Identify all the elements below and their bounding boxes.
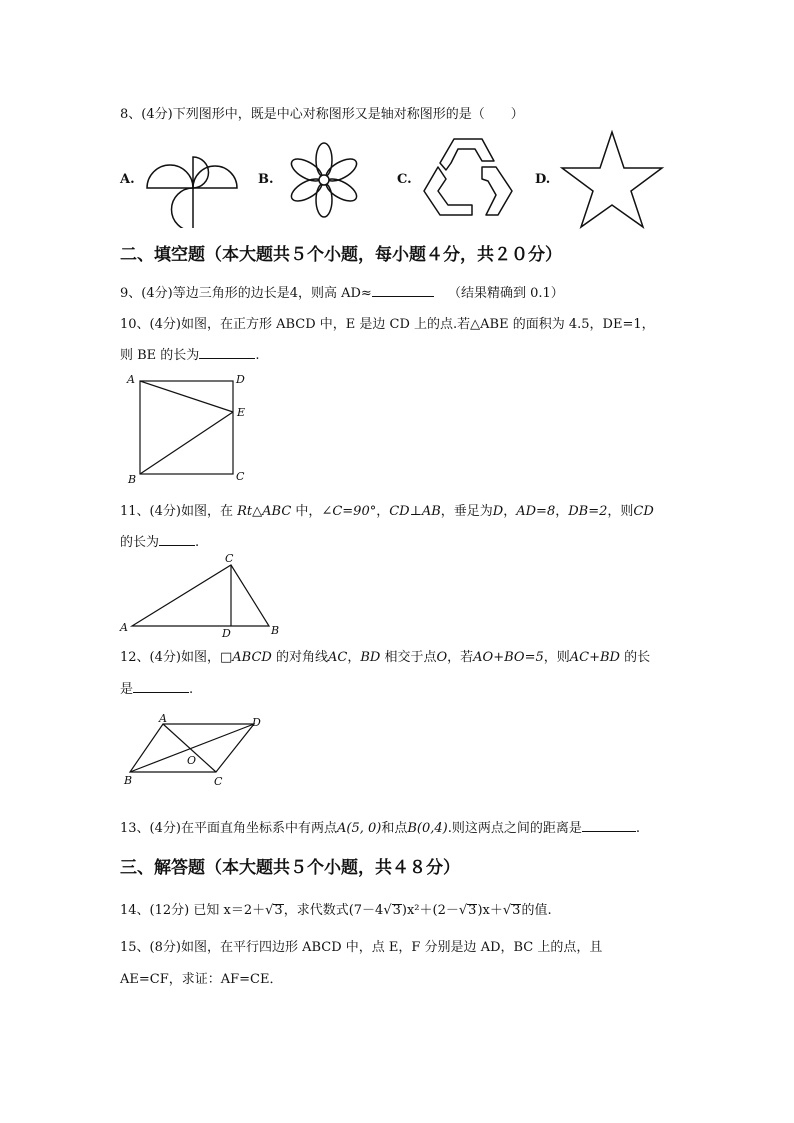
q11-text-8: 的长为 <box>120 535 160 550</box>
section-3-heading: 三、解答题（本大题共５个小题，共４８分） <box>120 858 460 878</box>
q14-sqrt-3: 3 <box>468 903 477 918</box>
q14-number: 14、(12分) <box>120 903 190 918</box>
q12-label-c: C <box>214 775 223 788</box>
q12-text-3: ， <box>347 650 361 665</box>
q15-text-2: AE=CF，求证：AF=CE． <box>120 972 283 987</box>
q8-line <box>120 103 524 122</box>
q11-triangle: △ABC <box>252 504 292 519</box>
q12-text-6: ，则 <box>543 650 570 665</box>
q11-label-c: C <box>225 552 234 565</box>
q11-cd: CD <box>633 504 654 519</box>
q11-perpendicular: CD⊥AB <box>389 504 441 519</box>
q14-text-5: 的值. <box>521 903 552 918</box>
q13-point-a: A(5, 0) <box>336 821 382 836</box>
q12-answer-blank[interactable] <box>133 680 189 693</box>
q11-number: 11、(4分) <box>120 504 181 519</box>
q10-text-2: 则 BE 的长为 <box>120 348 200 363</box>
flower-figure-icon <box>282 138 366 222</box>
q9-line <box>120 282 564 301</box>
q14-text-4: )x＋ <box>477 903 503 918</box>
q11-ad: AD=8 <box>516 504 556 519</box>
q11-label-a: A <box>120 621 128 634</box>
q14-radical-2: √ <box>383 903 392 918</box>
q12-label-o: O <box>187 754 197 767</box>
q14-sqrt-2: 3 <box>392 903 401 918</box>
q12-text-2: 的对角线 <box>275 650 328 665</box>
q12-label-d: D <box>252 716 261 729</box>
q11-text-7: ，则 <box>607 504 634 519</box>
q11-period: . <box>195 535 200 550</box>
q10-label-c: C <box>236 470 245 483</box>
q9-note: （结果精确到 0.1） <box>447 286 564 301</box>
q12-text-7: 的长 <box>624 650 651 665</box>
q11-text-3: ， <box>376 504 390 519</box>
q11-text-4: ，垂足为 <box>440 504 493 519</box>
q10-label-d: D <box>236 373 245 386</box>
q11-db: DB=2 <box>568 504 608 519</box>
q10-label-a: A <box>127 373 135 386</box>
q12-label-a: A <box>159 712 167 725</box>
q14-text-3: )x²＋(2－ <box>401 903 459 918</box>
recycle-figure-icon <box>420 135 516 223</box>
q14-sqrt-1: 3 <box>274 903 283 918</box>
q13-period: . <box>635 821 640 836</box>
q13-answer-blank[interactable] <box>582 819 636 832</box>
q9-number: 9、(4分) <box>120 286 173 301</box>
q11-text-1: 如图，在 <box>180 504 233 519</box>
q11-triangle-figure <box>116 548 292 640</box>
q11-label-d: D <box>222 627 231 640</box>
q14-text-2: ，求代数式(7－4 <box>283 903 384 918</box>
q8-text: 下列图形中，既是中心对称图形又是轴对称图形的是（ ） <box>172 107 524 122</box>
q10-line-1 <box>120 313 655 332</box>
q12-bd: BD <box>360 650 381 665</box>
q11-text-5: ， <box>503 504 517 519</box>
q10-label-b: B <box>128 473 137 486</box>
q8-option-b-label: B. <box>258 172 274 187</box>
q10-period: . <box>255 348 260 363</box>
section-2-heading: 二、填空题（本大题共５个小题，每小题４分，共２０分） <box>120 245 562 265</box>
q13-line <box>120 817 640 836</box>
q10-text: 如图，在正方形 ABCD 中，E 是边 CD 上的点.若△ABE 的面积为 4.5，DE=1， <box>180 317 655 332</box>
q11-answer-blank[interactable] <box>159 533 195 546</box>
q12-text-8: 是 <box>120 682 134 697</box>
q15-line-2 <box>120 968 282 987</box>
q13-text-1: 在平面直角坐标系中有两点 <box>180 821 337 836</box>
q12-period: . <box>189 682 194 697</box>
q12-point-o: O <box>436 650 448 665</box>
q8-option-a-label: A. <box>120 172 135 187</box>
q12-label-b: B <box>124 774 133 787</box>
q12-text-5: ，若 <box>447 650 474 665</box>
q9-answer-blank[interactable] <box>372 284 434 297</box>
q14-sqrt-4: 3 <box>512 903 521 918</box>
q12-text-1: 如图，□ <box>180 650 233 665</box>
q12-line-1 <box>120 646 650 665</box>
q14-radical-3: √ <box>458 903 468 918</box>
q12-text-4: 相交于点 <box>384 650 437 665</box>
q13-point-b: B(0,4) <box>407 821 448 836</box>
q15-line-1 <box>120 936 602 955</box>
q11-text-2: 中， <box>295 504 322 519</box>
q12-line-2 <box>120 678 193 697</box>
q13-text-2: 和点 <box>381 821 408 836</box>
q12-parallelogram-figure <box>118 710 278 790</box>
q10-label-e: E <box>237 406 246 419</box>
star-figure-icon <box>556 128 668 230</box>
q15-number: 15、(8分) <box>120 940 181 955</box>
q13-number: 13、(4分) <box>120 821 181 836</box>
q12-condition: AO+BO=5 <box>473 650 544 665</box>
q10-number: 10、(4分) <box>120 317 181 332</box>
q12-ask: AC+BD <box>569 650 620 665</box>
q8-number: 8、(4分) <box>120 107 173 122</box>
q9-text: 等边三角形的边长是4，则高 AD≈ <box>172 286 372 301</box>
q12-ac: AC <box>327 650 348 665</box>
q15-text-1: 如图，在平行四边形 ABCD 中，点 E，F 分别是边 AD，BC 上的点，且 <box>180 940 603 955</box>
q13-text-3: .则这两点之间的距离是 <box>447 821 582 836</box>
q10-square-figure <box>118 370 258 486</box>
q11-rt: Rt <box>237 504 253 519</box>
q12-parallelogram: ABCD <box>232 650 272 665</box>
q14-radical-1: √ <box>265 903 274 918</box>
q14-radical-4: √ <box>502 903 512 918</box>
q11-label-b: B <box>271 624 280 637</box>
q10-line-2 <box>120 344 259 363</box>
q8-option-c-label: C. <box>397 172 412 187</box>
q11-text-6: ， <box>555 504 569 519</box>
q14-text-1: 已知 x＝2＋ <box>193 903 266 918</box>
q14-line <box>120 899 552 918</box>
q12-number: 12、(4分) <box>120 650 181 665</box>
q10-answer-blank[interactable] <box>199 346 255 359</box>
pinwheel-figure-icon <box>143 148 243 228</box>
q11-angle-c: ∠C=90° <box>321 504 377 519</box>
q11-point-d: D <box>492 504 504 519</box>
q8-option-d-label: D. <box>535 172 551 187</box>
q11-line-1 <box>120 500 654 519</box>
